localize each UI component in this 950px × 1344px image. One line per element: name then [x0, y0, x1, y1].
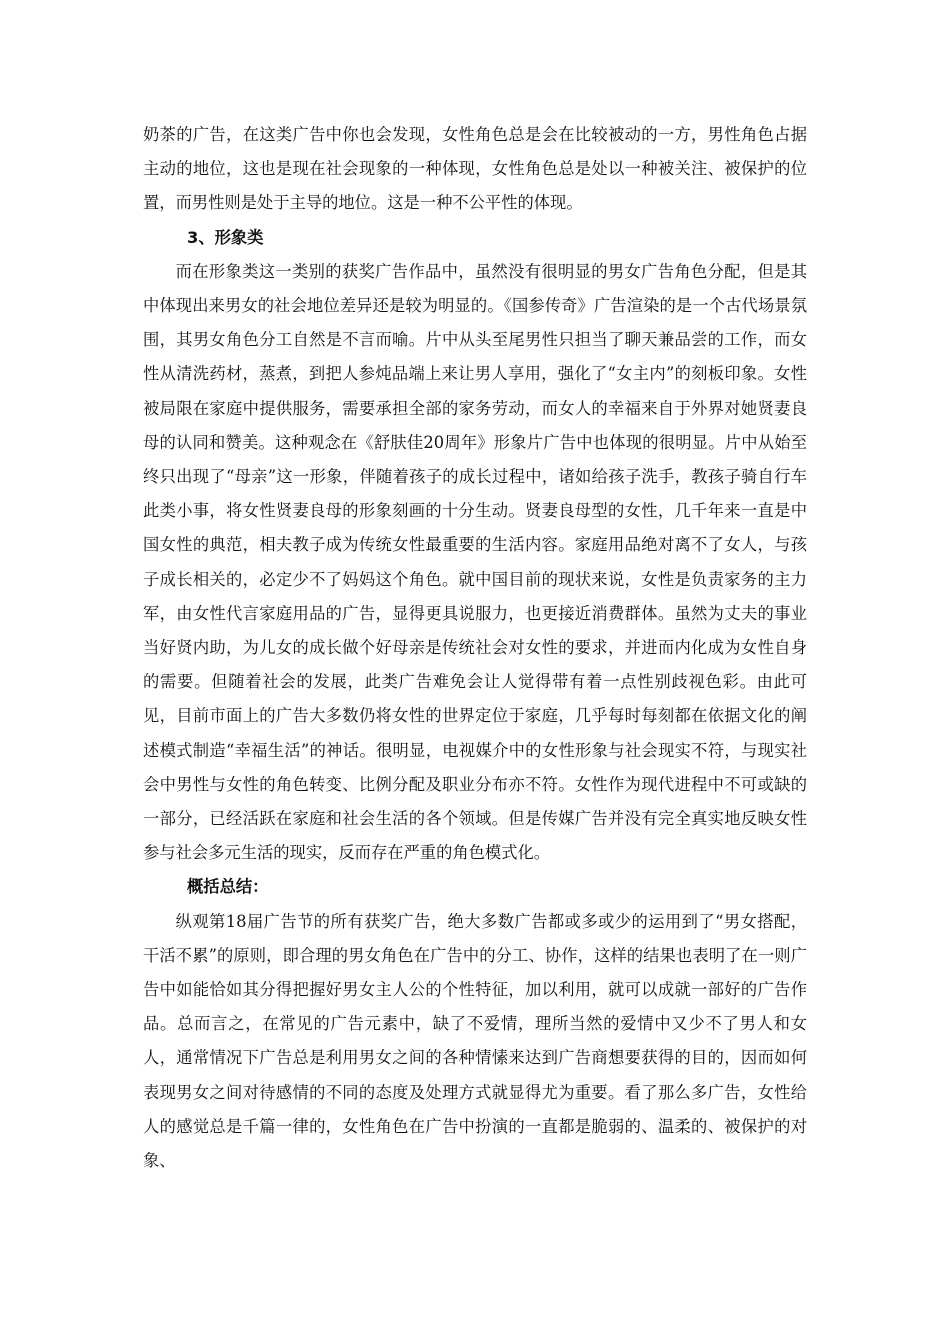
section-heading-image-category: 3、形象类: [187, 227, 264, 247]
paragraph-summary: 纵观第18届广告节的所有获奖广告，绝大多数广告都或多或少的运用到了“男女搭配，干活不累”的原则，即合理的男女角色在广告中的分工、协作，这样的结果也表明了在一则广告中如能恰如其分得把握好男女主人公的个性特征，加以利用，就可以成就一部好的广告作品。总而言之，在常见的广告元素中，缺了不爱情，理所当然的爱情中又少不了男人和女人，通常情况下广告总是利用男女之间的各种情愫来达到广告商想要获得的目的，因而如何表现男女之间对待感情的不同的态度及处理方式就显得尤为重要。看了那么多广告，女性给人的感觉总是千篇一律的，女性角色在广告中扮演的一直都是脆弱的、温柔的、被保护的对象、: [143, 911, 807, 1171]
document-page: [143, 118, 807, 1178]
paragraph-image-category: 而在形象类这一类别的获奖广告作品中，虽然没有很明显的男女广告角色分配，但是其中体现出来男女的社会地位差异还是较为明显的。《国参传奇》广告渲染的是一个古代场景氛围，其男女角色分工自然是不言而喻。片中从头至尾男性只担当了聊天兼品尝的工作，而女性从清洗药材，蒸煮，到把人参炖品端上来让男人享用，强化了“女主内”的刻板印象。女性被局限在家庭中提供服务，需要承担全部的家务劳动，而女人的幸福来自于外界对她贤妻良母的认同和赞美。这种观念在《舒肤佳20周年》形象片广告中也体现的很明显。片中从始至终只出现了“母亲”这一形象，伴随着孩子的成长过程中，诸如给孩子洗手，教孩子骑自行车此类小事，将女性贤妻良母的形象刻画的十分生动。贤妻良母型的女性，几千年来一直是中国女性的典范，相夫教子成为传统女性最重要的生活内容。家庭用品绝对离不了女人，与孩子成长相关的，必定少不了妈妈这个角色。就中国目前的现状来说，女性是负责家务的主力军，由女性代言家庭用品的广告，显得更具说服力，也更接近消费群体。虽然为丈夫的事业当好贤内助，为儿女的成长做个好母亲是传统社会对女性的要求，并进而内化成为女性自身的需要。但随着社会的发展，此类广告难免会让人觉得带有着一点性别歧视色彩。由此可见，目前市面上的广告大多数仍将女性的世界定位于家庭，几乎每时每刻都在依据文化的阐述模式制造“幸福生活”的神话。很明显，电视媒介中的女性形象与社会现实不符，与现实社会中男性与女性的角色转变、比例分配及职业分布亦不符。女性作为现代进程中不可或缺的一部分，已经活跃在家庭和社会生活的各个领域。但是传媒广告并没有完全真实地反映女性参与社会多元生活的现实，反而存在严重的角色模式化。: [143, 261, 807, 863]
section-heading-summary: 概括总结：: [187, 877, 269, 897]
paragraph-continuation: 奶茶的广告，在这类广告中你也会发现，女性角色总是会在比较被动的一方，男性角色占据主动的地位，这也是现在社会现象的一种体现，女性角色总是处以一种被关注、被保护的位置，而男性则是处于主导的地位。这是一种不公平性的体现。: [143, 125, 807, 213]
